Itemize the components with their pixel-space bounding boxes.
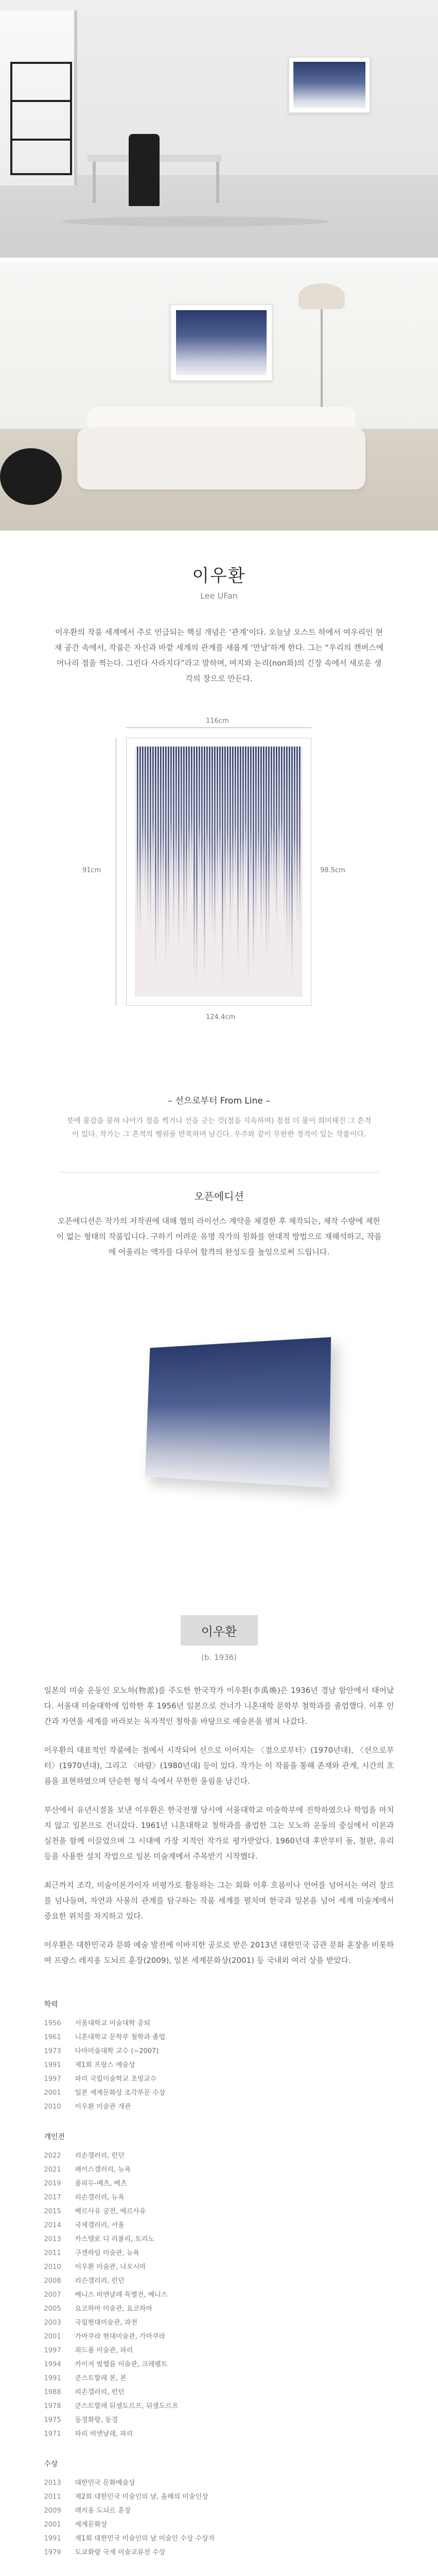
timeline-row [44, 2086, 394, 2100]
brush-stroke [263, 747, 265, 917]
timeline-text: 쿤스트할레 본, 본 [75, 2375, 127, 2382]
timeline-year: 1988 [44, 2388, 61, 2396]
brush-stroke [294, 747, 295, 908]
timeline-year: 2017 [44, 2194, 61, 2201]
brush-stroke [255, 747, 257, 925]
brush-stroke [139, 747, 141, 935]
timeline-text: 리슨갤러리, 런던 [75, 2277, 125, 2285]
timeline-row [44, 2072, 394, 2086]
timeline-row [44, 2205, 394, 2218]
width-line [126, 727, 311, 728]
diagram-frame [126, 738, 311, 1006]
tilted-canvas [145, 1337, 331, 1488]
brush-stroke [268, 747, 270, 945]
timeline-row [44, 2260, 394, 2274]
timeline-row [44, 2302, 394, 2316]
timeline-text: 레지옹 도뇌르 훈장 [75, 2507, 131, 2515]
brush-stroke [258, 747, 259, 899]
brush-stroke [181, 747, 182, 890]
timeline-year: 1961 [44, 2033, 61, 2041]
timeline-year: 1991 [44, 2535, 61, 2543]
timeline-text: 구겐하임 미술관, 뉴욕 [75, 2249, 139, 2257]
brush-stroke [227, 747, 229, 898]
timeline-year: 1978 [44, 2402, 61, 2410]
timeline-year: 1991 [44, 2375, 61, 2382]
brush-stroke [289, 747, 290, 944]
timeline-row [44, 2371, 394, 2385]
brush-stroke [232, 747, 234, 909]
brush-stroke [250, 747, 252, 899]
timeline-text: 이우환 미술관 개관 [75, 2103, 131, 2111]
timeline-text: 니혼대학교 문학부 철학과 졸업 [75, 2033, 166, 2041]
timeline-row [44, 2274, 394, 2288]
caption-title: – 선으로부터 From Line – [168, 1096, 270, 1106]
brush-stroke [291, 747, 293, 979]
timeline-text: 베니스 비엔날레 특별전, 베니스 [75, 2291, 168, 2299]
height-label: 91cm [82, 867, 101, 874]
timeline-year: 2001 [44, 2089, 61, 2097]
timeline-year: 2014 [44, 2222, 61, 2229]
timeline-year: 2001 [44, 2521, 61, 2529]
brush-stroke [273, 747, 275, 897]
outer-height-label: 98.5cm [320, 867, 345, 874]
chair [129, 134, 160, 206]
brush-stroke [196, 747, 198, 981]
timeline-text: 제1회 프랑스 예술상 [75, 2061, 135, 2069]
brush-stroke [191, 747, 192, 877]
solo-heading: 개인전 [44, 2133, 65, 2141]
timeline-row [44, 2330, 394, 2344]
timeline-row [44, 2191, 394, 2205]
brush-stroke [194, 747, 195, 977]
timeline-row [44, 2177, 394, 2191]
brush-stroke [206, 747, 208, 893]
artist-badge: 이우환 [181, 1615, 258, 1646]
artist-name: 이우환 [192, 566, 246, 586]
brush-stroke [173, 747, 174, 928]
side-table [0, 448, 62, 505]
artist-birth: (b. 1936) [201, 1653, 237, 1662]
bio-paragraph: 최근까지 조각, 미술이론가이자 비평가로 활동하는 그는 회화 이후 흐름이나 언어를 넘어서는 여러 장르를 넘나들며, 자연과 사물의 관계를 탐구하는 작품 세계를 펼치며 한국과 일본을 넘어 세계 미술계에서 중요한 위치를 차지하고 있다. [44, 1880, 394, 1921]
solo-list [44, 2149, 394, 2441]
brush-stroke [240, 747, 241, 911]
brush-stroke [217, 747, 218, 903]
brush-stroke [201, 747, 203, 922]
artist-timeline [44, 1999, 394, 2560]
timeline-text: 리손갤러리, 런던 [75, 2152, 125, 2160]
timeline-year: 2013 [44, 2479, 61, 2487]
open-edition-section [0, 1172, 438, 1260]
brush-stroke [266, 747, 267, 957]
timeline-row [44, 2100, 394, 2114]
artwork-image [176, 310, 267, 375]
brush-stroke [235, 747, 236, 889]
timeline-text: 페이스갤러리, 뉴욕 [75, 2166, 131, 2174]
brush-stroke [242, 747, 244, 911]
timeline-text: 파리 국립미술학교 초빙교수 [75, 2075, 157, 2083]
brush-stroke [183, 747, 185, 935]
timeline-text: 리손갤러리, 뉴욕 [75, 2194, 125, 2201]
artwork-canvas [135, 747, 303, 997]
brush-stroke [222, 747, 223, 983]
brush-stroke [178, 747, 180, 947]
caption-text: 붓에 물감을 묻혀 나아가 점을 찍거나 선을 긋는 것(점을 지속하며) 점점 더 물이 희미해진 그 흔적이 있다. 작가는 그 흔적의 행위를 반복하며 남긴다. 우주와 같이 무한한 정적이 있는 작품이다. [66, 1117, 372, 1139]
brush-stroke [212, 747, 213, 934]
timeline-text: 도쿄화랑 국제 미술교류전 수상 [75, 2549, 166, 2556]
timeline-text: 가마쿠라 현대미술관, 가마쿠라 [75, 2333, 166, 2341]
timeline-row [44, 2218, 394, 2232]
timeline-text: 국제갤러리, 서울 [75, 2222, 125, 2229]
brush-stroke [147, 747, 149, 922]
timeline-row [44, 2546, 394, 2560]
timeline-text: 베르사유 궁전, 베르사유 [75, 2208, 146, 2215]
brush-stroke [170, 747, 172, 880]
brush-stroke [186, 747, 187, 927]
brush-stroke [165, 747, 167, 960]
timeline-row [44, 2163, 394, 2177]
timeline-year: 1979 [44, 2549, 61, 2556]
canvas-photo [0, 1285, 438, 1595]
education-heading: 학력 [44, 2001, 58, 2009]
brush-stroke [278, 747, 280, 882]
timeline-text: 국립현대미술관, 과천 [75, 2319, 137, 2327]
timeline-year: 2008 [44, 2277, 61, 2285]
timeline-year: 1971 [44, 2430, 61, 2438]
brush-stroke [188, 747, 190, 892]
timeline-row [44, 2030, 394, 2044]
timeline-row [44, 2476, 394, 2490]
brush-stroke [260, 747, 262, 940]
timeline-year: 2011 [44, 2249, 61, 2257]
timeline-text: 쿤스트할레 뒤셀도르프, 뒤셀도르프 [75, 2402, 179, 2410]
brush-stroke [209, 747, 211, 919]
brush-stroke [176, 747, 177, 898]
desk-leg [216, 162, 219, 203]
timeline-row [44, 2316, 394, 2330]
section-title: 오픈에디션 [194, 1190, 244, 1202]
brush-stroke [137, 747, 138, 927]
timeline-year: 2007 [44, 2291, 61, 2299]
brush-stroke [237, 747, 239, 959]
bio-paragraph: 이우환의 대표적인 작품에는 점에서 시작되어 선으로 이어지는 〈점으로부터〉(1970년대), 〈선으로부터〉(1970년대), 그리고 〈바람〉(1980년대) 등이 있다. 작가는 이 작품을 통해 존재와 관계, 시간의 흐름을 표현하였으며 단순한 형식 속에서 무한한 울림을 남긴다. [44, 1745, 394, 1786]
brush-stroke [204, 747, 205, 979]
room-photo-office [0, 0, 438, 258]
bookshelf [10, 62, 72, 175]
brush-stroke [299, 747, 301, 927]
artist-name-en: Lee UFan [200, 591, 238, 601]
bio-paragraph: 일본의 미술 운동인 모노하(物派)를 주도한 한국작가 이우환(李禹煥)은 1936년 경남 함안에서 태어났다. 서울대 미술대학에 입학한 후 1956년 일본으로 건너가 니혼대학 문학부 철학과를 졸업했다. 이후 인간과 자연을 세계를 바라보는 독자적인 철학을 바탕으로 예술론을 펼쳐 나갔다. [44, 1686, 394, 1726]
width-label: 116cm [206, 717, 229, 725]
timeline-row [44, 2344, 394, 2358]
brush-stroke [230, 747, 231, 934]
timeline-row [44, 2427, 394, 2441]
brush-stroke [224, 747, 226, 922]
timeline-year: 1997 [44, 2347, 61, 2354]
brush-stroke [271, 747, 272, 887]
artist-bio [44, 1683, 394, 1968]
timeline-year: 2009 [44, 2507, 61, 2515]
timeline-text: 서울대학교 미술대학 중퇴 [75, 2020, 150, 2027]
timeline-text: 대한민국 문화예술상 [75, 2479, 135, 2487]
award-heading: 수상 [44, 2460, 58, 2468]
timeline-row [44, 2490, 394, 2504]
timeline-year: 1956 [44, 2020, 61, 2027]
timeline-text: 다마미술대학 교수 (~2007) [75, 2047, 159, 2055]
outer-width-label: 124.4cm [206, 1013, 236, 1021]
artwork-frame [170, 304, 273, 381]
timeline-year: 2015 [44, 2208, 61, 2215]
timeline-text: 퐁피두-메츠, 메츠 [75, 2180, 127, 2188]
brush-stroke [253, 747, 254, 971]
brush-stroke [142, 747, 144, 885]
timeline-row [44, 2413, 394, 2427]
timeline-text: 리손갤러리, 런던 [75, 2388, 125, 2396]
timeline-year: 2005 [44, 2305, 61, 2313]
timeline-text: 세계문화상 [75, 2521, 108, 2529]
section-text: 오픈에디션은 작가의 저작권에 대해 협의 라이선스 계약을 체결한 후 제작되는, 제작 수량에 제한이 없는 형태의 작품입니다. 구하기 어려운 유명 작가의 원화를 현대적 방법으로 재해석하고, 작품에 어울리는 액자를 다루어 합격의 완성도를 높임으로써 드립니다. [56, 1216, 382, 1257]
brush-stroke [145, 747, 146, 899]
artist-header [0, 531, 438, 611]
floor-shadow [62, 216, 329, 227]
timeline-text: 일본 세계문화상 조각부문 수상 [75, 2089, 166, 2097]
brush-stroke [160, 747, 162, 918]
artwork-image [293, 62, 365, 108]
timeline-row [44, 2016, 394, 2030]
timeline-row [44, 2504, 394, 2518]
timeline-year: 2010 [44, 2263, 61, 2271]
timeline-text: 제2회 대한민국 미술인의 날, 올해의 미술인상 [75, 2493, 208, 2501]
brush-stroke [219, 747, 221, 891]
size-diagram [0, 712, 438, 1083]
timeline-text: 파리 비엔날레, 파리 [75, 2430, 133, 2438]
brush-stroke [296, 747, 298, 921]
timeline-year: 2021 [44, 2166, 61, 2174]
timeline-text: 카스텔로 디 리볼리, 토리노 [75, 2235, 155, 2243]
divider [60, 1172, 379, 1173]
timeline-year: 2013 [44, 2235, 61, 2243]
desk-leg [93, 162, 96, 203]
timeline-row [44, 2246, 394, 2260]
brush-stroke [276, 747, 277, 922]
timeline-row [44, 2058, 394, 2072]
brush-stroke [152, 747, 154, 880]
brush-stroke [168, 747, 169, 946]
timeline-year: 1994 [44, 2361, 61, 2368]
timeline-year: 2011 [44, 2493, 61, 2501]
brush-stroke [157, 747, 159, 938]
timeline-text: 카이저 빌헬름 미술관, 크레펠트 [75, 2361, 168, 2368]
timeline-year: 1975 [44, 2416, 61, 2424]
bio-paragraph: 이우환은 대한민국과 문화 예술 발전에 이바지한 공로로 받은 2013년 대한민국 금관 문화 훈장을 비롯하여 프랑스 레지옹 도뇌르 훈장(2009), 일본 세계문화상(2001) 등 국내외 여러 상을 받았다. [44, 1940, 394, 1965]
lamp [299, 283, 345, 309]
brush-stroke [286, 747, 288, 948]
timeline-year: 2001 [44, 2333, 61, 2341]
brush-stroke [248, 747, 249, 976]
education-list [44, 1999, 394, 2114]
timeline-text: 요코하마 미술관, 요코하마 [75, 2305, 153, 2313]
timeline-row [44, 2518, 394, 2532]
timeline-row [44, 2149, 394, 2163]
brush-stroke [281, 747, 283, 877]
timeline-year: 2019 [44, 2180, 61, 2188]
timeline-text: 죄드폼 미술관, 파리 [75, 2347, 133, 2354]
artwork-caption [0, 1093, 438, 1141]
brush-stroke [163, 747, 164, 904]
bio-paragraph: 부산에서 유년시절을 보낸 이우환은 한국전쟁 당시에 서울대학교 미술학부에 진학하였으나 학업을 마치지 않고 일본으로 건너갔다. 1961년 니혼대학교 철학과를 졸업한 그는 모노하 운동의 중심에서 이론과 실천을 함께 이끌었으며 그 시대에 가장 지적인 작가로 평가받았다. 1960년대 후반부터 돌, 철판, 유리 등을 사용한 설치 작업으로 일본 미술계에서 주목받기 시작했다. [44, 1805, 394, 1861]
timeline-row [44, 2532, 394, 2546]
timeline-row [44, 2399, 394, 2413]
artwork-frame [288, 57, 371, 113]
brush-stroke [150, 747, 151, 929]
timeline-row [44, 2358, 394, 2371]
brush-stroke [245, 747, 247, 880]
timeline-text: 이우환 미술관, 나오시마 [75, 2263, 146, 2271]
timeline-year: 2003 [44, 2319, 61, 2327]
timeline-year: 1973 [44, 2047, 61, 2055]
timeline-row [44, 2385, 394, 2399]
award-list [44, 2476, 394, 2560]
timeline-year: 2022 [44, 2152, 61, 2160]
timeline-text: 제1회 대한민국 미술인의 날 미술인 수상 수상자 [75, 2535, 215, 2543]
timeline-year: 1991 [44, 2061, 61, 2069]
artist-intro: 이우환의 작품 세계에서 주로 언급되는 핵심 개념은 ‘관계’이다. 오늘날 오스트 하에서 여우리인 현재 공간 속에서, 작품은 자신과 바깥 세계의 관계를 새롭게 ‘만남’하게 한다. 그는 “우리의 캔버스에 머나리 점을 찍는다. 그런다 사라지다”라고 말하며, 여지와 논리(non화)의 긴장 속에서 새로운 생각의 장으로 만든다. [54, 628, 384, 683]
timeline-row [44, 2044, 394, 2058]
timeline-row [44, 2232, 394, 2246]
brush-stroke [214, 747, 216, 947]
timeline-year: 1997 [44, 2075, 61, 2083]
brush-stroke [199, 747, 200, 885]
line-artwork [135, 747, 303, 997]
brush-stroke [155, 747, 156, 971]
timeline-text: 동경화랑, 동경 [75, 2416, 118, 2424]
timeline-year: 2010 [44, 2103, 61, 2111]
timeline-row [44, 2288, 394, 2302]
brush-stroke [284, 747, 285, 918]
sofa [77, 428, 365, 489]
room-photo-living [0, 263, 438, 531]
